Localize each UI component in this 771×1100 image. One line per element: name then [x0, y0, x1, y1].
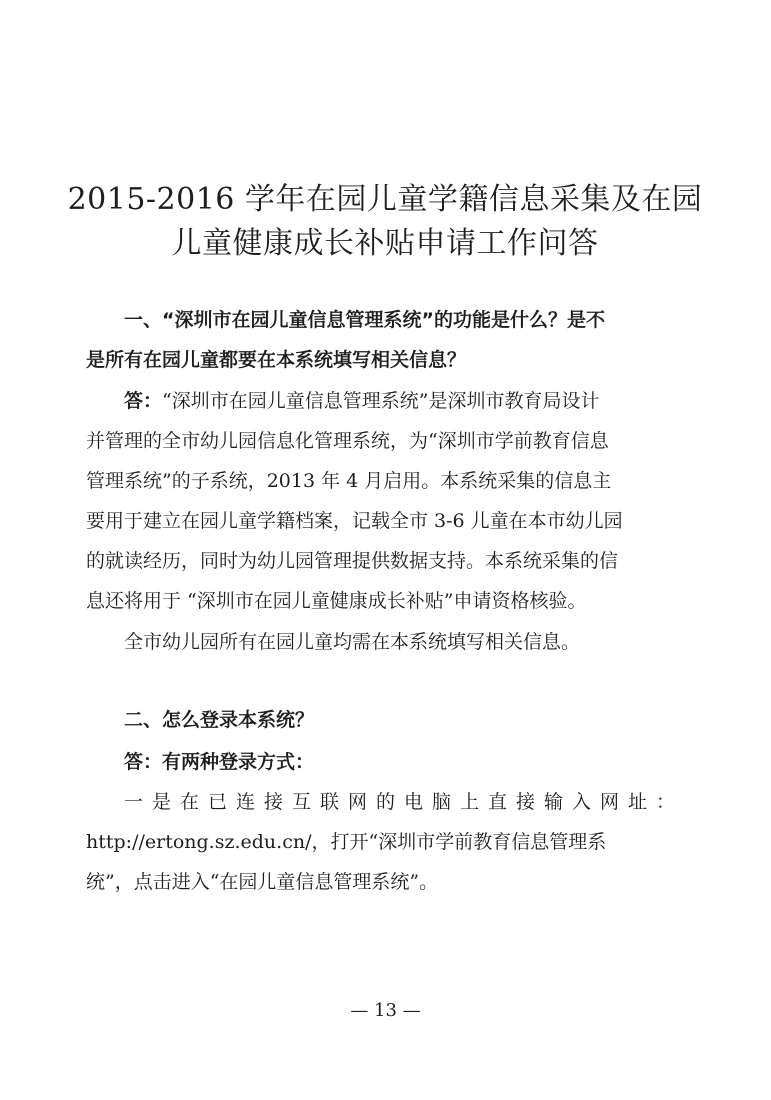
answer-1-line-1-text: “深圳市在园儿童信息管理系统”是深圳市教育局设计: [162, 390, 600, 412]
answer-1-line-5: 的就读经历，同时为幼儿园管理提供数据支持。本系统采集的信: [86, 550, 619, 572]
question-2: 二、怎么登录本系统？: [124, 709, 315, 731]
answer-1-label: 答：: [124, 390, 163, 412]
page-number: — 13 —: [350, 1000, 421, 1021]
question-1-line-2: 是所有在园儿童都要在本系统填写相关信息？: [86, 349, 467, 371]
answer-1-line-1: [124, 381, 684, 421]
answer-1-line-3: 管理系统”的子系统，2013 年 4 月启用。本系统采集的信息主: [86, 470, 612, 492]
document-title-line-1: 2015-2016 学年在园儿童学籍信息采集及在园: [67, 182, 703, 217]
answer-2-line-1: 一是在已连接互联网的电脑上直接输入网址：: [124, 791, 685, 813]
answer-2-heading: 答：有两种登录方式：: [124, 751, 315, 773]
answer-1-line-7: 全市幼儿园所有在园儿童均需在本系统填写相关信息。: [124, 631, 581, 653]
document-title-line-2: 儿童健康成长补贴申请工作问答: [171, 226, 599, 261]
question-1-line-1: 一、“深圳市在园儿童信息管理系统”的功能是什么？是不: [124, 309, 605, 331]
answer-1-line-2: 并管理的全市幼儿园信息化管理系统，为“深圳市学前教育信息: [86, 430, 609, 452]
answer-1-line-4: 要用于建立在园儿童学籍档案，记载全市 3-6 儿童在本市幼儿园: [86, 510, 623, 532]
answer-2-line-3: 统”，点击进入“在园儿童信息管理系统”。: [86, 871, 439, 893]
answer-2-line-2: http://ertong.sz.edu.cn/，打开“深圳市学前教育信息管理系: [86, 831, 607, 853]
answer-1-line-6: 息还将用于 “深圳市在园儿童健康成长补贴”申请资格核验。: [86, 590, 587, 612]
